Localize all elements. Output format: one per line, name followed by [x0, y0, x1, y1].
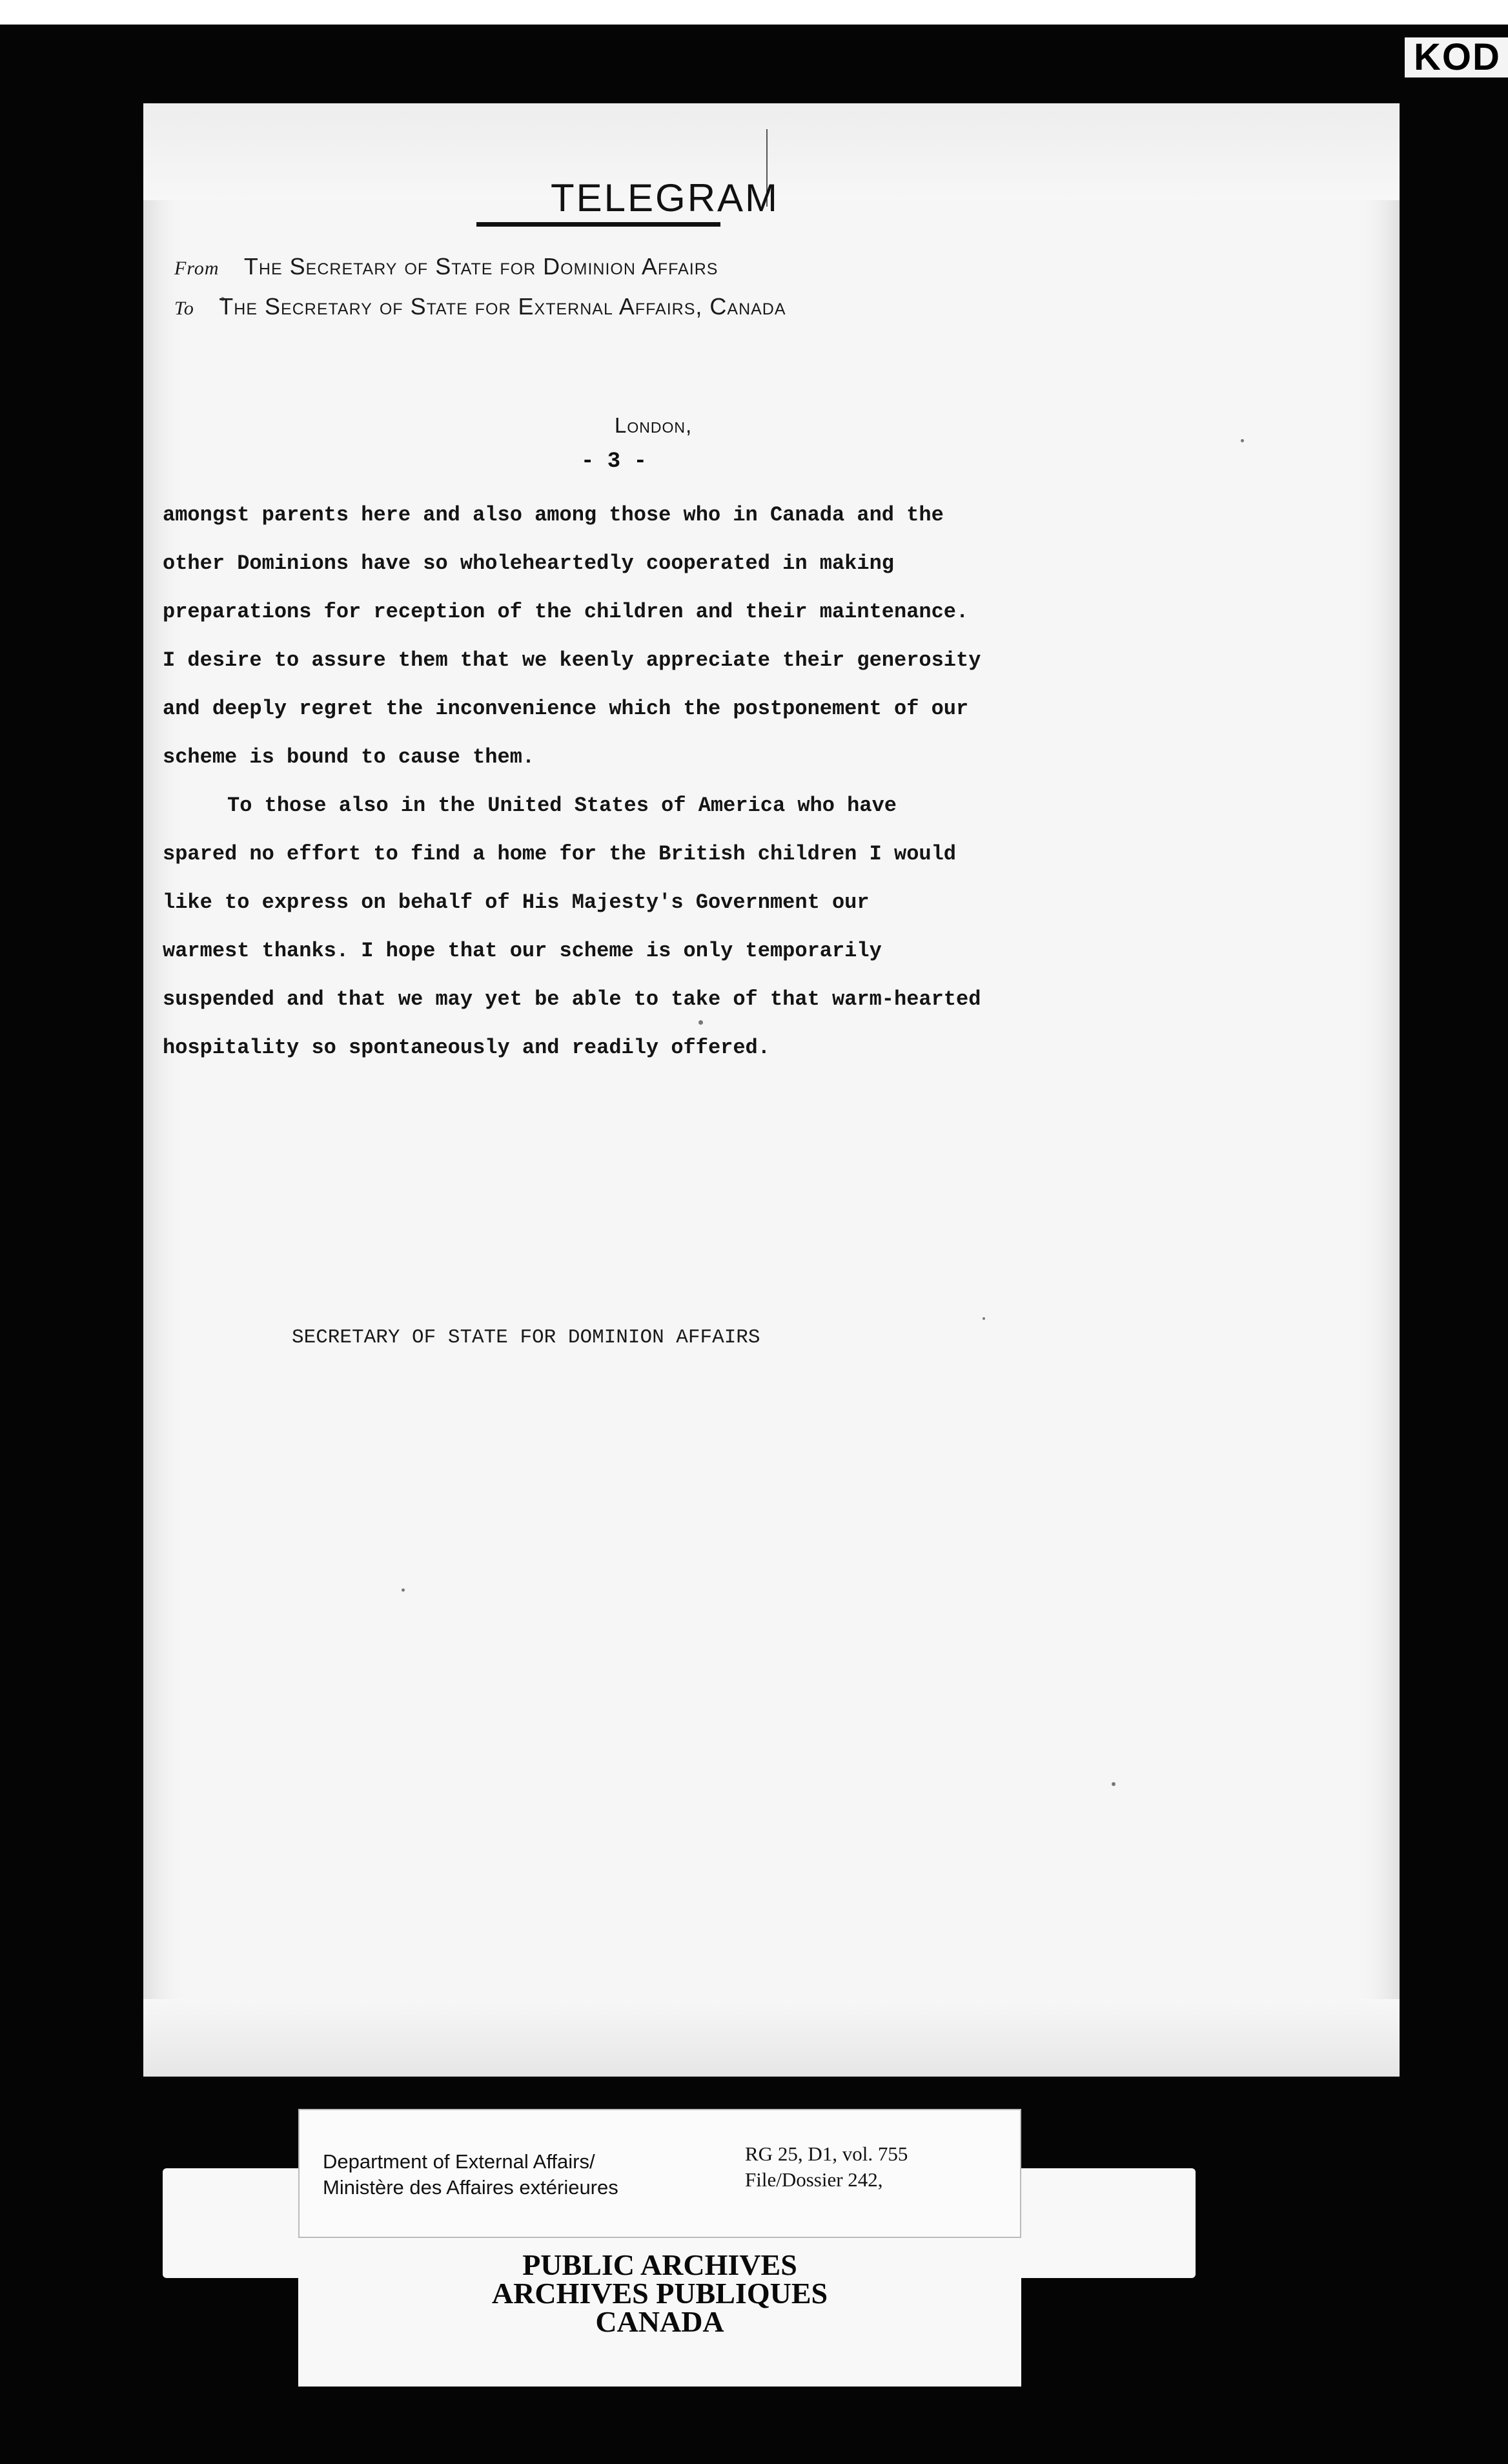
file-number: File/Dossier 242, — [745, 2168, 883, 2191]
archive-reference-label — [298, 2109, 1021, 2238]
place-of-origin: London, — [615, 413, 693, 437]
department-name — [323, 2149, 618, 2201]
speck — [1112, 1782, 1116, 1786]
to-line — [174, 293, 786, 320]
archive-stamp — [298, 2248, 1021, 2338]
page-footer-shading — [143, 1999, 1400, 2077]
telegram-page — [143, 103, 1400, 2077]
speck — [983, 1317, 985, 1320]
from-line — [174, 253, 718, 280]
from-label: From — [174, 258, 219, 279]
body-line: hospitality so spontaneously and readily offered. — [163, 1036, 770, 1060]
body-line: like to express on behalf of His Majesty's Government our — [163, 890, 870, 914]
department-fr: Ministère des Affaires extérieures — [323, 2176, 618, 2199]
body-line: and deeply regret the inconvenience which the postponement of our — [163, 697, 969, 721]
body-line: To those also in the United States of America who have — [227, 794, 897, 817]
body-line: other Dominions have so wholeheartedly cooperated in making — [163, 551, 894, 575]
from-value: The Secretary of State for Dominion Affairs — [243, 253, 718, 280]
body-line: I desire to assure them that we keenly appreciate their generosity — [163, 648, 981, 672]
telegram-title: TELEGRAM — [550, 176, 780, 220]
department-en: Department of External Affairs/ — [323, 2150, 595, 2173]
record-group: RG 25, D1, vol. 755 — [745, 2142, 908, 2165]
archive-stamp-line-1: PUBLIC ARCHIVES — [522, 2248, 797, 2281]
film-top-edge — [0, 0, 1508, 25]
page-number: - 3 - — [581, 449, 647, 474]
archive-stamp-line-2: ARCHIVES PUBLIQUES — [491, 2277, 828, 2310]
speck — [1241, 439, 1244, 442]
to-value: The Secretary of State for External Affairs, Canada — [219, 293, 786, 320]
body-line: suspended and that we may yet be able to take of that warm-hearted — [163, 987, 981, 1011]
record-reference — [745, 2141, 908, 2193]
signature-line: SECRETARY OF STATE FOR DOMINION AFFAIRS — [292, 1326, 760, 1349]
speck — [402, 1588, 405, 1592]
body-line: preparations for reception of the children and their maintenance. — [163, 600, 969, 624]
body-line: amongst parents here and also among those who in Canada and the — [163, 503, 944, 527]
film-edge-label: KOD — [1405, 37, 1508, 77]
to-label: To — [174, 298, 194, 319]
body-line: warmest thanks. I hope that our scheme is only temporarily — [163, 939, 882, 963]
body-line: scheme is bound to cause them. — [163, 745, 535, 769]
title-underline — [476, 222, 720, 227]
body-line: spared no effort to find a home for the British children I would — [163, 842, 956, 866]
telegram-body — [163, 491, 1170, 1072]
archive-stamp-line-3: CANADA — [595, 2305, 724, 2338]
